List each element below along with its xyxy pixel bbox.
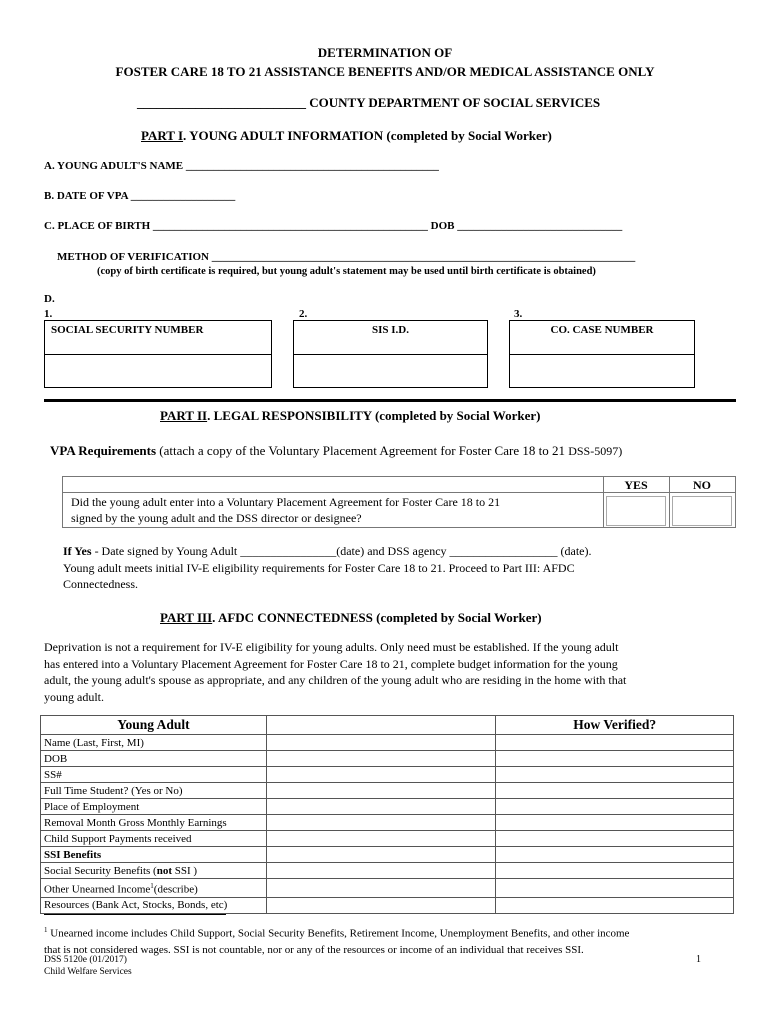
case-number-field[interactable] [516, 361, 688, 383]
row-label-child-support: Child Support Payments received [41, 831, 267, 847]
ssi-value-cell[interactable] [266, 847, 495, 863]
table-row [41, 783, 734, 799]
part3-label: PART III [160, 610, 213, 625]
name-verified-cell[interactable] [496, 735, 734, 751]
table-header-row [41, 716, 734, 735]
table-row [41, 831, 734, 847]
resources-value-cell[interactable] [266, 897, 495, 913]
section-d-label: D. [44, 293, 55, 305]
young-adult-table [40, 715, 734, 914]
table-row [41, 815, 734, 831]
vpa-question-line2: signed by the young adult and the DSS director or designee? [71, 511, 362, 525]
row-label-name: Name (Last, First, MI) [41, 735, 267, 751]
unearned-value-cell[interactable] [266, 879, 495, 898]
part1-label: PART I [141, 128, 184, 143]
vpa-requirements-label: VPA Requirements [50, 443, 157, 458]
place-of-birth-label: C. PLACE OF BIRTH [44, 220, 151, 232]
place-of-birth-row [44, 220, 622, 232]
ss-benefits-value-cell[interactable] [266, 863, 495, 879]
eligibility-line1: Young adult meets initial IV-E eligibility requirements for Foster Care 18 to 21. Proceed to Part III: AFDC [63, 561, 575, 575]
case-number-label: CO. CASE NUMBER [550, 324, 654, 336]
county-line [137, 95, 600, 111]
row-label-ssi: SSI Benefits [41, 847, 267, 863]
vpa-question [71, 494, 500, 526]
table-row [41, 863, 734, 879]
part3-para-line: young adult. [44, 689, 104, 704]
ssn-value-cell[interactable] [266, 767, 495, 783]
no-header: NO [693, 478, 711, 492]
eligibility-statement [63, 560, 575, 592]
vpa-question-line1: Did the young adult enter into a Voluntary Placement Agreement for Foster Care 18 to 21 [71, 495, 501, 509]
unearned-tail: (describe) [153, 883, 198, 896]
yes-header: YES [624, 478, 648, 492]
table-row [41, 735, 734, 751]
dob-field[interactable]: ______________________________ [457, 220, 623, 232]
ssi-verified-cell[interactable] [496, 847, 734, 863]
part3-para-line: has entered into a Voluntary Placement Agreement for Foster Care 18 to 21, complete budget information for the young [44, 656, 618, 671]
ssn-verified-cell[interactable] [496, 767, 734, 783]
form-id: DSS 5120e (01/2017) [44, 955, 127, 965]
ss-benefits-not: not [156, 864, 173, 877]
name-value-cell[interactable] [266, 735, 495, 751]
part3-heading [160, 610, 542, 626]
ssn-label: SOCIAL SECURITY NUMBER [51, 324, 204, 336]
young-adult-name-field[interactable]: ______________________________________________ [185, 160, 439, 172]
item-1-number: 1. [44, 308, 53, 320]
sis-id-box [293, 320, 488, 388]
row-label-ss-benefits [41, 863, 267, 879]
method-of-verification-row [57, 251, 635, 263]
young-adult-name-row [44, 160, 439, 172]
footnote-line2: that is not considered wages. SSI is not countable, nor or any of the resources or income of an individual that receives SSI. [44, 943, 584, 956]
footnote-rule [44, 914, 226, 915]
date-of-vpa-row [44, 190, 235, 202]
place-of-birth-field[interactable]: __________________________________________________ [152, 220, 428, 232]
if-yes-label: If Yes [63, 544, 92, 558]
if-yes-text[interactable]: - Date signed by Young Adult ________________(date) and DSS agency __________________ (date). [91, 544, 592, 558]
row-label-employment: Place of Employment [41, 799, 267, 815]
young-adult-header: Young Adult [41, 716, 267, 735]
child-support-verified-cell[interactable] [496, 831, 734, 847]
student-verified-cell[interactable] [496, 783, 734, 799]
form-title-line2: FOSTER CARE 18 TO 21 ASSISTANCE BENEFITS AND/OR MEDICAL ASSISTANCE ONLY [115, 64, 655, 79]
unearned-text: Other Unearned Income [44, 883, 151, 896]
ss-benefits-verified-cell[interactable] [496, 863, 734, 879]
resources-verified-cell[interactable] [496, 897, 734, 913]
blank-header [266, 716, 495, 735]
employment-value-cell[interactable] [266, 799, 495, 815]
item-3-number: 3. [514, 308, 523, 320]
division-name: Child Welfare Services [44, 967, 132, 977]
employment-verified-cell[interactable] [496, 799, 734, 815]
part2-label: PART II [160, 408, 208, 423]
part3-paragraph [44, 639, 626, 705]
row-label-dob: DOB [41, 751, 267, 767]
case-number-box [509, 320, 695, 388]
yes-checkbox[interactable] [606, 496, 666, 526]
part1-title: . YOUNG ADULT INFORMATION (completed by Social Worker) [183, 128, 552, 143]
ssn-field[interactable] [51, 361, 265, 383]
table-row [41, 879, 734, 898]
method-of-verification-label: METHOD OF VERIFICATION [57, 251, 209, 263]
dob-verified-cell[interactable] [496, 751, 734, 767]
part3-para-line: Deprivation is not a requirement for IV-E eligibility for young adults. Only need must be established. If the young adult [44, 640, 619, 654]
page-number: 1 [696, 954, 701, 965]
method-of-verification-field[interactable]: _____________________________________________________________________________ [211, 251, 636, 263]
section-divider [44, 399, 736, 402]
table-row [41, 767, 734, 783]
earnings-verified-cell[interactable] [496, 815, 734, 831]
row-label-earnings: Removal Month Gross Monthly Earnings [41, 815, 267, 831]
table-row [41, 847, 734, 863]
part3-title: . AFDC CONNECTEDNESS (completed by Social Worker) [212, 610, 542, 625]
ss-benefits-tail: SSI ) [172, 864, 198, 877]
vpa-requirements-text: (attach a copy of the Voluntary Placement Agreement for Foster Care 18 to 21 [156, 443, 569, 458]
item-2-number: 2. [299, 308, 308, 320]
dob-label: DOB [430, 220, 455, 232]
county-blank[interactable]: __________________________ [137, 95, 306, 110]
sis-id-label: SIS I.D. [372, 324, 409, 336]
part3-para-line: adult, the young adult's spouse as appropriate, and any children of the young adult who are residing in the home with that [44, 673, 627, 687]
footnote [44, 922, 629, 958]
eligibility-line2: Connectedness. [63, 577, 138, 591]
table-row [41, 897, 734, 913]
unearned-verified-cell[interactable] [496, 879, 734, 898]
if-yes-line [63, 544, 592, 559]
form-title-line1: DETERMINATION OF [317, 45, 453, 60]
table-row [41, 799, 734, 815]
part2-heading [160, 408, 540, 424]
row-label-unearned [41, 879, 267, 898]
date-of-vpa-field[interactable]: ___________________ [130, 190, 236, 202]
vpa-question-box [62, 476, 736, 528]
no-checkbox[interactable] [672, 496, 732, 526]
vpa-requirements [50, 443, 622, 459]
young-adult-name-label: A. YOUNG ADULT'S NAME [44, 160, 184, 172]
sis-id-field[interactable] [300, 361, 481, 383]
part2-title: . LEGAL RESPONSIBILITY (completed by Social Worker) [207, 408, 541, 423]
ssn-box [44, 320, 272, 388]
county-label: COUNTY DEPARTMENT OF SOCIAL SERVICES [309, 95, 601, 110]
earnings-value-cell[interactable] [266, 815, 495, 831]
row-label-resources: Resources (Bank Act, Stocks, Bonds, etc) [41, 897, 267, 913]
how-verified-header: How Verified? [496, 716, 734, 735]
ss-benefits-text: Social Security Benefits ( [44, 864, 157, 877]
method-note: (copy of birth certificate is required, but young adult's statement may be used until birth certificate is obtained) [97, 266, 596, 277]
vpa-form-number: DSS-5097) [568, 444, 623, 458]
dob-value-cell[interactable] [266, 751, 495, 767]
footer-left [44, 954, 132, 978]
unearned-footnote-ref: 1 [150, 882, 154, 890]
child-support-value-cell[interactable] [266, 831, 495, 847]
table-row [41, 751, 734, 767]
date-of-vpa-label: B. DATE OF VPA [44, 190, 128, 202]
footnote-text1: Unearned income includes Child Support, Social Security Benefits, Retirement Income, Unemployment Benefits, and other income [47, 927, 630, 940]
footnote-marker: 1 [44, 926, 48, 934]
footnote-line1 [44, 922, 629, 942]
student-value-cell[interactable] [266, 783, 495, 799]
row-label-ssn: SS# [41, 767, 267, 783]
row-label-student: Full Time Student? (Yes or No) [41, 783, 267, 799]
part1-heading [141, 128, 552, 144]
